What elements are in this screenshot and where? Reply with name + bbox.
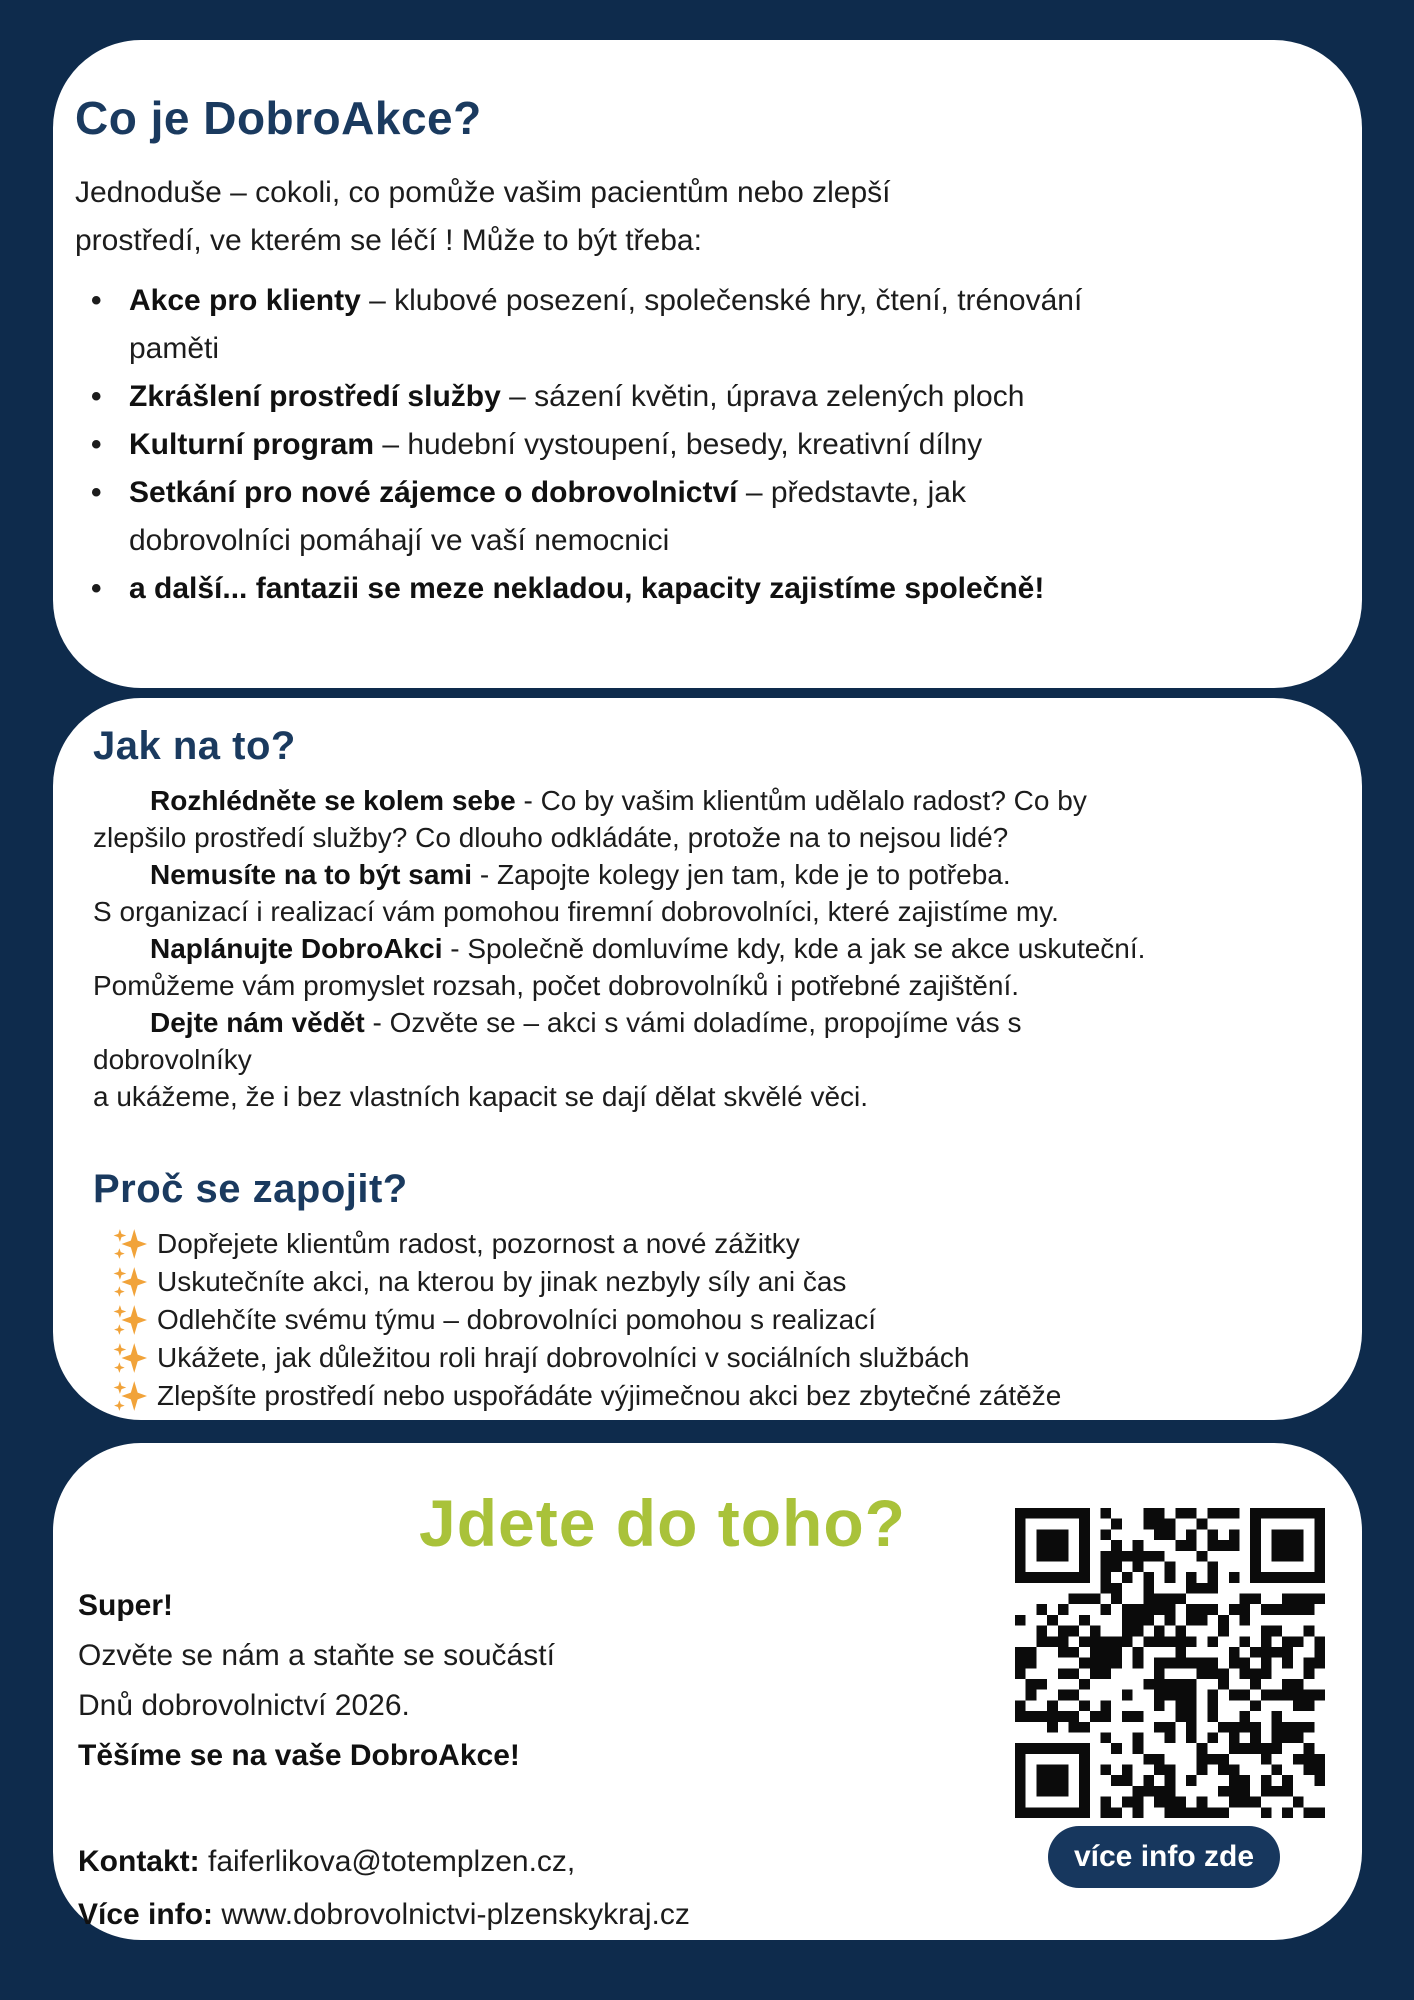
bullet-dot: • — [91, 283, 102, 317]
bullet-dot: • — [91, 379, 102, 413]
step-rest: - Ozvěte se – akci s vámi doladíme, propojíme vás s dobrovolníky — [93, 1007, 1022, 1075]
list-item — [75, 373, 1302, 421]
cta-title: Jdete do toho? — [419, 1486, 906, 1560]
bullet-dot: • — [91, 475, 102, 509]
info-url: www.dobrovolnictvi-plzenskykraj.cz — [213, 1898, 690, 1931]
intro-paragraph — [75, 169, 1302, 265]
step-rest: - Co by vašim klientům udělalo radost? Co by — [515, 785, 1087, 816]
list-item — [93, 1263, 1302, 1301]
bullet-rest: – sázení květin, úprava zelených ploch — [500, 379, 1025, 413]
step-line2: a ukážeme, že i bez vlastních kapacit se dají dělat skvělé věci. — [93, 1081, 869, 1112]
benefit-text: Odlehčíte svému týmu – dobrovolníci pomohou s realizací — [157, 1304, 877, 1335]
cta-super: Super! — [78, 1589, 174, 1622]
list-item — [93, 1225, 1302, 1263]
step-let-us-know — [93, 1004, 1183, 1115]
card-call-to-action — [53, 1443, 1362, 1940]
list-item — [75, 421, 1302, 469]
list-item — [75, 469, 1302, 565]
card-how-to — [53, 698, 1362, 1420]
contact-label: Kontakt: — [78, 1845, 200, 1878]
list-item — [93, 1377, 1302, 1415]
cta-line-2: Dnů dobrovolnictví 2026. — [78, 1689, 410, 1722]
bullet-line2: paměti — [129, 331, 220, 365]
more-info-badge[interactable] — [1048, 1826, 1280, 1888]
sparkle-icon — [113, 1378, 157, 1414]
intro-line-2: prostředí, ve kterém se léčí ! Může to být třeba: — [75, 223, 702, 257]
bullet-dot: • — [91, 427, 102, 461]
bullet-rest: – představte, jak — [737, 475, 966, 509]
intro-line-1: Jednoduše – cokoli, co pomůže vašim pacientům nebo zlepší — [75, 175, 891, 209]
benefit-text: Ukážete, jak důležitou roli hrají dobrovolníci v sociálních službách — [157, 1342, 970, 1373]
step-lead: Dejte nám vědět — [150, 1007, 365, 1038]
cta-line-3: Těšíme se na vaše DobroAkce! — [78, 1739, 520, 1772]
qr-code — [1015, 1508, 1325, 1818]
why-join-title: Proč se zapojit? — [93, 1167, 408, 1211]
step-line2: zlepšilo prostředí služby? Co dlouho odkládáte, protože na to nejsou lidé? — [93, 822, 1009, 853]
cta-text-block — [78, 1581, 758, 1781]
cta-line-1: Ozvěte se nám a staňte se součástí — [78, 1639, 555, 1672]
bullet-rest: – hudební vystoupení, besedy, kreativní dílny — [374, 427, 983, 461]
list-item — [75, 277, 1302, 373]
list-item — [93, 1339, 1302, 1377]
step-rest: - Zapojte kolegy jen tam, kde je to potřeba. — [472, 859, 1011, 890]
list-item — [75, 565, 1302, 613]
benefit-text: Uskutečníte akci, na kterou by jinak nezbyly síly ani čas — [157, 1266, 847, 1297]
intro-bullet-list — [75, 277, 1302, 613]
bullet-lead: Kulturní program — [129, 427, 374, 461]
cta-contact-block — [78, 1835, 798, 1941]
info-label: Více info: — [78, 1898, 214, 1931]
bullet-lead: a další... fantazii se meze nekladou, kapacity zajistíme společně! — [129, 571, 1045, 605]
step-lead: Nemusíte na to být sami — [150, 859, 473, 890]
step-lead: Rozhlédněte se kolem sebe — [150, 785, 516, 816]
step-line2: S organizací i realizací vám pomohou firemní dobrovolníci, které zajistíme my. — [93, 896, 1059, 927]
step-plan-dobroakce — [93, 930, 1183, 1004]
sparkle-icon — [113, 1264, 157, 1300]
step-not-alone — [93, 856, 1183, 930]
benefits-list — [93, 1225, 1302, 1415]
bullet-lead: Akce pro klienty — [129, 283, 361, 317]
contact-line — [78, 1835, 798, 1888]
step-lead: Naplánujte DobroAkci — [150, 933, 443, 964]
contact-email: faiferlikova@totemplzen.cz, — [199, 1845, 576, 1878]
bullet-lead: Setkání pro nové zájemce o dobrovolnictví — [129, 475, 738, 509]
info-line — [78, 1888, 798, 1941]
step-rest: - Společně domluvíme kdy, kde a jak se akce uskuteční. — [442, 933, 1146, 964]
bullet-dot: • — [91, 571, 102, 605]
list-item — [93, 1301, 1302, 1339]
sparkle-icon — [113, 1226, 157, 1262]
card-what-is-dobroakce — [53, 40, 1362, 688]
how-title: Jak na to? — [93, 724, 296, 768]
step-look-around — [93, 782, 1183, 856]
bullet-line2: dobrovolníci pomáhají ve vaší nemocnici — [129, 523, 670, 557]
benefit-text: Dopřejete klientům radost, pozornost a nové zážitky — [157, 1228, 800, 1259]
badge-label: více info zde — [1073, 1840, 1255, 1873]
intro-title: Co je DobroAkce? — [75, 92, 482, 144]
bullet-rest: – klubové posezení, společenské hry, čtení, trénování — [360, 283, 1083, 317]
step-line2: Pomůžeme vám promyslet rozsah, počet dobrovolníků i potřebné zajištění. — [93, 970, 1020, 1001]
sparkle-icon — [113, 1302, 157, 1338]
benefit-text: Zlepšíte prostředí nebo uspořádáte výjimečnou akci bez zbytečné zátěže — [157, 1380, 1062, 1411]
bullet-lead: Zkrášlení prostředí služby — [129, 379, 501, 413]
sparkle-icon — [113, 1340, 157, 1376]
